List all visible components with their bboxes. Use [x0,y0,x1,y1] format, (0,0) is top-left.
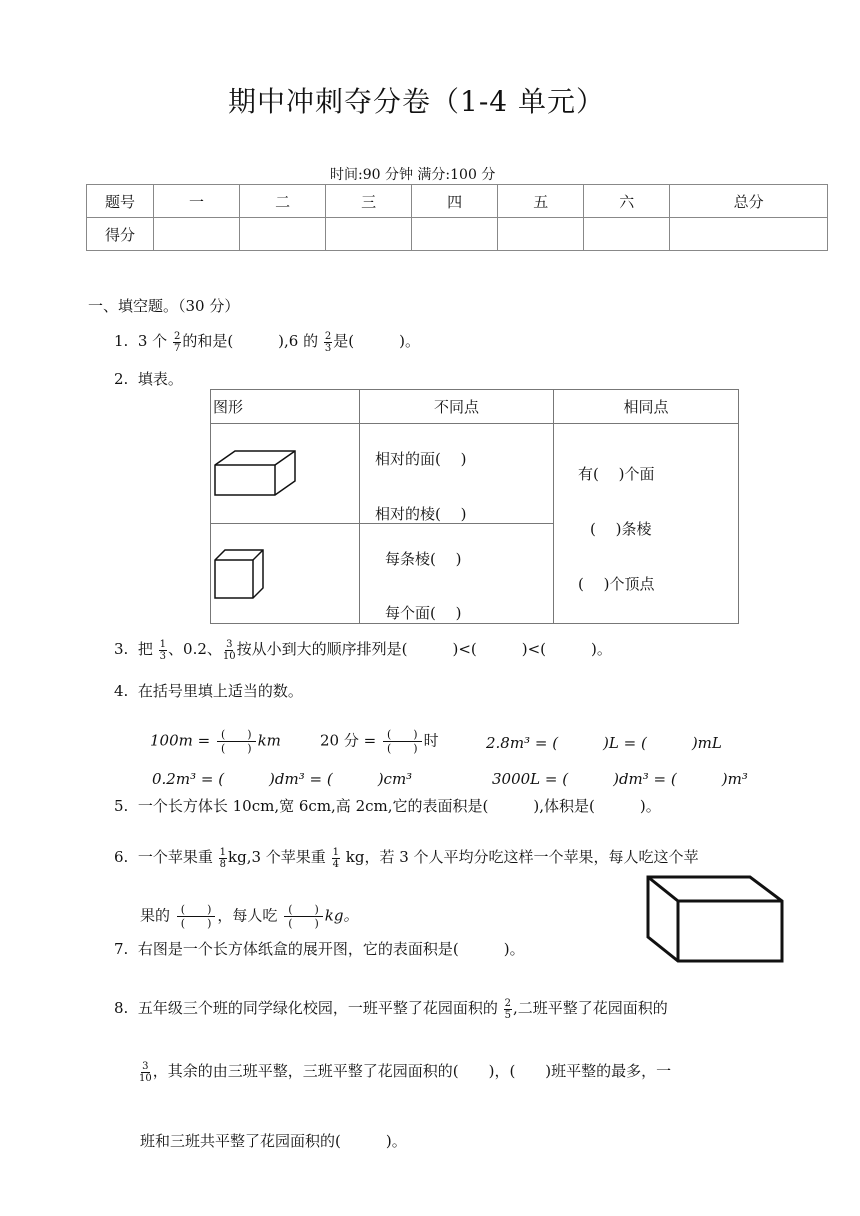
question-7 [114,938,525,959]
cube-figure [212,547,268,603]
q3-text-a: 把 [137,640,153,658]
cuboid-figure [212,448,298,498]
conversion-5: 3000L = ( )dm³ = ( )m³ [492,770,748,788]
q6-text-c: kg，若 3 个人平均分吃这样一个苹果，每人吃这个苹 [345,848,699,866]
header-cell: 题号 [87,185,154,218]
score-cell[interactable] [412,218,498,251]
question-number: 6. [114,848,129,866]
header-cell: 不同点 [360,390,554,424]
blank-fraction[interactable] [383,728,422,755]
header-cell: 三 [326,185,412,218]
fraction-denominator: ( ) [288,917,319,930]
common-faces-blank: 有( )个面 [578,465,655,483]
question-3 [114,638,612,662]
conversion-text: 100m = [150,731,211,750]
score-table [86,184,828,251]
score-cell[interactable] [670,218,828,251]
fraction-denominator: 4 [332,858,339,870]
fraction-numerator: 2 [324,330,332,342]
fraction-numerator: ( ) [383,728,422,742]
q6-text-e: ，每人吃 [217,906,278,925]
conversion-text: 20 分 = [320,731,377,750]
fraction-denominator: ( ) [386,742,418,755]
fraction-denominator: 7 [173,342,181,354]
cuboid-faces-blank: 相对的面( ) [375,450,467,468]
question-4 [114,680,303,701]
q3-text-c: 按从小到大的顺序排列是( )<( )<( )。 [236,640,612,658]
fraction [159,639,167,662]
fraction [504,998,512,1021]
conversion-2 [320,728,439,755]
question-number: 3. [114,640,129,658]
fraction-denominator: 5 [504,1009,512,1021]
fraction-denominator: 3 [159,650,167,662]
fraction-denominator: ( ) [220,742,252,755]
score-header-row [87,185,828,218]
fraction [332,847,340,870]
header-cell: 一 [154,185,240,218]
fraction-numerator: ( ) [284,903,323,917]
fraction [219,847,227,870]
fraction-numerator: 3 [226,638,233,650]
q8-text-b: ,二班平整了花园面积的 [513,999,668,1017]
score-cell[interactable] [498,218,584,251]
common-edges-blank: ( )条棱 [590,520,652,538]
q1-text-a: 3 个 [137,332,168,350]
fraction-numerator: 1 [219,846,227,858]
question-8 [114,997,668,1021]
section-heading: 一、填空题。（30 分） [88,297,240,315]
q8-text-a: 五年级三个班的同学绿化校园，一班平整了花园面积的 [137,999,498,1017]
q2-text: 填表。 [137,370,183,388]
question-number: 8. [114,999,129,1017]
score-cell[interactable] [154,218,240,251]
conversion-unit: km [257,731,281,750]
score-row [87,218,828,251]
question-number: 2. [114,370,129,388]
fraction [173,331,181,354]
q1-text-b: 的和是( ),6 的 [182,332,319,350]
score-row-label: 得分 [87,218,154,251]
fraction-denominator: 8 [219,858,227,870]
q3-text-b: 、0.2、 [168,640,222,658]
question-2 [114,368,183,389]
conversion-1 [150,728,281,755]
header-cell: 图形 [211,390,360,424]
score-cell[interactable] [240,218,326,251]
fraction-numerator: 2 [504,997,512,1009]
conversion-4: 0.2m³ = ( )dm³ = ( )cm³ [152,770,413,788]
shape-comparison-table [210,389,739,624]
q6-text-f: kg。 [324,906,359,925]
fraction-denominator: ( ) [180,917,212,930]
q4-text: 在括号里填上适当的数。 [137,682,303,700]
fraction-numerator: 2 [173,330,181,342]
q6-text-b: kg,3 个苹果重 [228,848,326,866]
fraction-numerator: 1 [159,638,167,650]
common-vertices-blank: ( )个顶点 [578,575,655,593]
header-cell: 二 [240,185,326,218]
question-6-line-2 [140,903,358,930]
cuboid-edges-blank: 相对的棱( ) [375,505,467,523]
question-8-line-2 [138,1060,671,1084]
question-number: 7. [114,940,129,958]
blank-fraction[interactable] [177,903,216,930]
fraction-numerator: 3 [142,1060,149,1072]
header-cell: 六 [584,185,670,218]
fraction [139,1061,152,1084]
fraction-numerator: ( ) [177,903,216,917]
question-8-line-3: 班和三班共平整了花园面积的( )。 [140,1132,407,1150]
question-1 [114,330,420,354]
q5-text: 一个长方体长 10cm,宽 6cm,高 2cm,它的表面积是( ),体积是( )。 [137,797,661,815]
page-title: 期中冲刺夺分卷（1-4 单元） [228,85,605,118]
conversion-3: 2.8m³ = ( )L = ( )mL [486,734,722,752]
q8-text-c: ，其余的由三班平整，三班平整了花园面积的( )，( )班平整的最多，一 [152,1062,672,1080]
q6-text-a: 一个苹果重 [137,848,213,866]
score-cell[interactable] [326,218,412,251]
question-number: 1. [114,332,129,350]
question-number: 5. [114,797,129,815]
blank-fraction[interactable] [217,728,256,755]
fraction-denominator: 10 [139,1072,152,1084]
fraction-denominator: 3 [324,342,332,354]
fraction [324,331,332,354]
question-number: 4. [114,682,129,700]
fraction-numerator: ( ) [217,728,256,742]
header-cell: 五 [498,185,584,218]
table-header-row [211,390,739,424]
fraction [223,639,236,662]
q7-text: 右图是一个长方体纸盒的展开图，它的表面积是( )。 [137,940,525,958]
q1-text-c: 是( )。 [333,332,420,350]
question-5 [114,795,661,816]
fraction-denominator: 10 [222,650,236,662]
question-6 [114,846,699,870]
header-cell: 相同点 [554,390,739,424]
box-figure [645,874,785,964]
exam-info: 时间:90 分钟 满分:100 分 [330,167,496,183]
conversion-unit: 时 [423,731,439,750]
header-cell: 四 [412,185,498,218]
q6-text-d: 果的 [140,906,171,925]
header-cell: 总分 [670,185,828,218]
blank-fraction[interactable] [284,903,323,930]
cube-faces-blank: 每个面( ) [385,604,462,622]
cube-edges-blank: 每条棱( ) [385,550,462,568]
fraction-numerator: 1 [332,846,339,858]
score-cell[interactable] [584,218,670,251]
